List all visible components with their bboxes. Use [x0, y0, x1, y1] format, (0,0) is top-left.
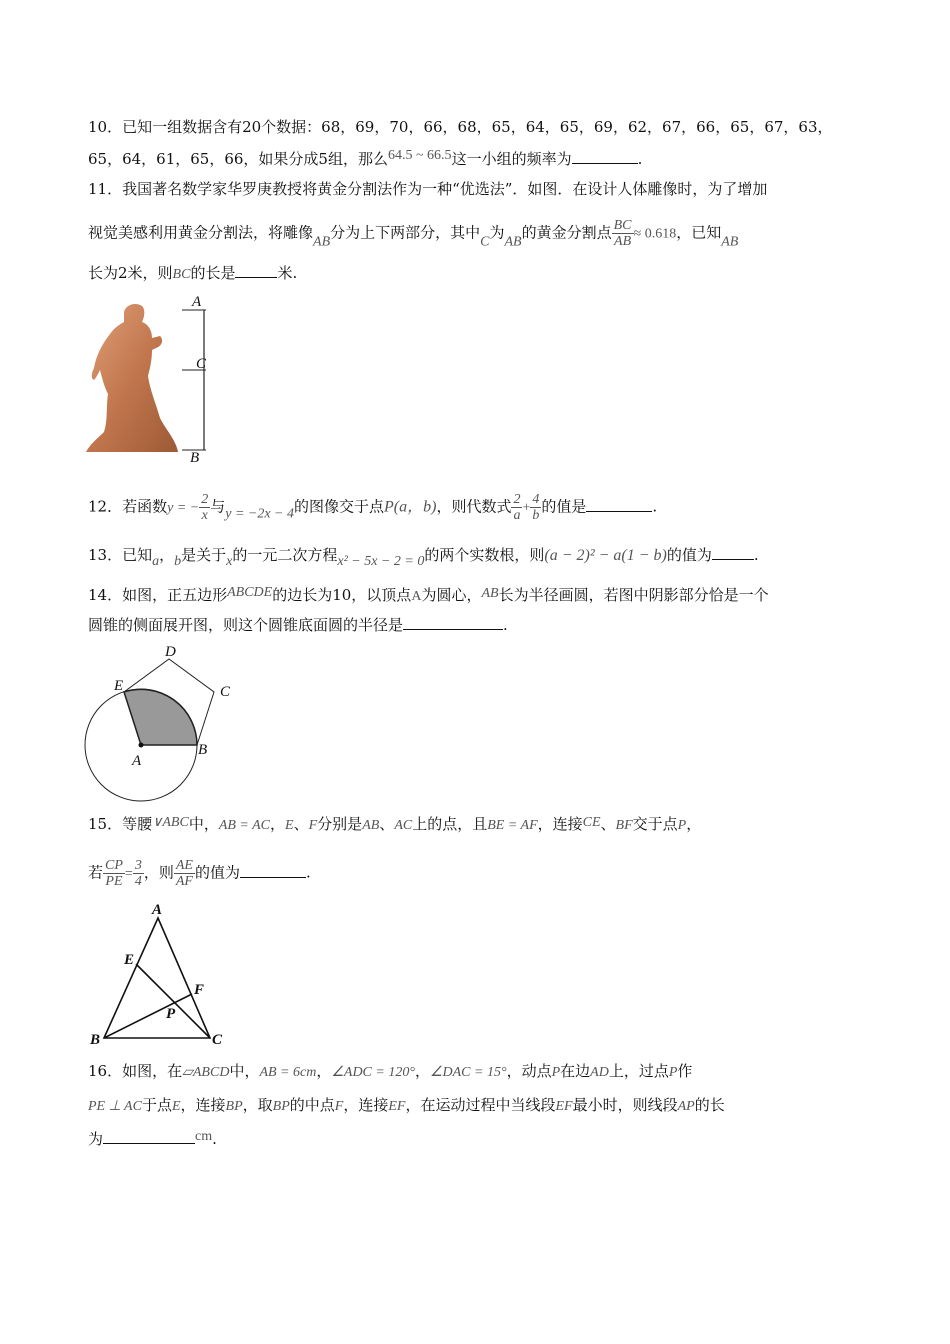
q10-number: 10．: [88, 118, 123, 136]
q13-end: .: [753, 546, 759, 564]
label-e: E: [124, 952, 135, 968]
q10-end: .: [637, 150, 643, 168]
q15-text3: ，: [270, 815, 286, 833]
q16-answer-blank[interactable]: [103, 1129, 195, 1144]
q11-ratio-den: AB: [614, 234, 632, 249]
q10-text2: 65，64，61，65，66，如果分成5组，那么: [88, 150, 388, 168]
q15-frac2-den: 4: [134, 874, 142, 889]
q13-b: b: [174, 554, 182, 569]
q16-bp: BP: [225, 1099, 243, 1114]
q13-text5: 的两个实数根，则: [424, 546, 545, 564]
label-a: A: [192, 294, 202, 310]
q14-line2: [88, 614, 508, 636]
label-c: C: [220, 684, 231, 700]
label-e: E: [114, 678, 124, 694]
q15-e: E: [285, 818, 294, 833]
q15-line1: [88, 812, 701, 837]
q10-text1: 已知一组数据含有20个数据：68，69，70，66，68，65，64，65，69，62，67，66，65，67，63，: [122, 118, 833, 136]
q15-text13: ，则: [143, 863, 174, 882]
q12-number: 12．: [88, 497, 123, 516]
q15-text4: 、: [293, 815, 309, 833]
q11-text5: 的黄金分割点: [521, 223, 612, 242]
q11-number: 11．: [88, 180, 123, 198]
q11-text1: 我国著名数学家华罗庚教授将黄金分割法作为一种“优选法”．如图．在设计人体雕像时，为了增加: [122, 180, 768, 198]
q11-ab2: AB: [504, 234, 522, 250]
q16-end: .: [212, 1130, 217, 1148]
q13-equation: x² − 5x − 2 = 0: [337, 554, 425, 569]
q14-a: A: [411, 589, 422, 604]
q15-line2: [88, 858, 311, 889]
q12-text5: 的值是: [541, 497, 587, 516]
q14-text5: 圆锥的侧面展开图，则这个圆锥底面圆的半径是: [88, 616, 404, 634]
q16-text1: 如图，在: [122, 1062, 183, 1080]
q12-text1: 若函数: [122, 497, 168, 516]
q14-ab: AB: [481, 586, 499, 601]
q15-frac2-num: 3: [134, 858, 142, 873]
label-p: P: [166, 1006, 176, 1022]
q15-bf: BF: [615, 818, 633, 833]
q12-plus: +: [522, 500, 531, 516]
q12-y1: y = −: [167, 500, 200, 516]
q16-text7: 上，过点: [608, 1062, 669, 1080]
q11-text6: ，已知: [676, 223, 722, 242]
q12-end: .: [652, 497, 658, 516]
q15-text7: 上的点，且: [412, 815, 488, 833]
label-b: B: [90, 1032, 101, 1048]
q13-a: a: [152, 554, 160, 569]
q16-text2: 中，: [229, 1062, 260, 1080]
triangle-abc: [104, 918, 210, 1038]
q15-text6: 、: [379, 815, 395, 833]
q15-text2: 中，: [188, 815, 219, 833]
q11-answer-blank[interactable]: [235, 263, 277, 278]
q16-text4: ，: [414, 1062, 430, 1080]
q11-text4: 为: [489, 223, 505, 242]
q16-text14: ，在运动过程中当线段: [405, 1096, 556, 1114]
q13-text4: 的一元二次方程: [232, 546, 338, 564]
label-f: F: [194, 982, 205, 998]
q12-frac2-den: a: [513, 508, 521, 523]
statue-figure: [86, 294, 226, 464]
q12-frac3-den: b: [532, 508, 540, 523]
q14-line1: [88, 582, 769, 608]
q15-ce: CE: [582, 815, 601, 830]
label-d: D: [165, 644, 176, 660]
q12-frac3-num: 4: [532, 492, 540, 507]
q16-ef2: EF: [555, 1099, 573, 1114]
label-c: C: [212, 1032, 223, 1048]
q16-angle2: ∠DAC = 15°: [429, 1065, 507, 1080]
q16-text9: 于点: [141, 1096, 172, 1114]
q15-text10: 交于点: [632, 815, 678, 833]
q15-text14: 的值为: [194, 863, 240, 882]
q10-line2: [88, 145, 642, 170]
q15-text1: 等腰: [122, 815, 153, 833]
q10-answer-blank[interactable]: [572, 149, 638, 164]
q14-text4: 长为半径画圆，若图中阴影部分恰是一个: [498, 586, 769, 604]
q15-text9: 、: [600, 815, 616, 833]
q16-text13: ，连接: [343, 1096, 389, 1114]
q15-ac: AC: [394, 818, 413, 833]
q12-y2: y = −2x − 4: [225, 506, 295, 522]
q15-triangle: ∨ABC: [152, 815, 189, 830]
q14-end: .: [503, 616, 508, 634]
q15-frac1-num: CP: [105, 858, 123, 873]
q13-text6: 的值为: [666, 546, 712, 564]
q10-range: 64.5 ~ 66.5: [387, 148, 452, 163]
q15-text12: 若: [88, 863, 104, 882]
q13-x: x: [226, 554, 233, 569]
q16-ap: AP: [677, 1099, 695, 1114]
label-b: B: [198, 742, 208, 758]
q12-frac1: [199, 492, 210, 523]
q16-text5: ，动点: [506, 1062, 552, 1080]
q16-bp2: BP: [272, 1099, 290, 1114]
q15-text11: ，: [686, 815, 702, 833]
q15-number: 15．: [88, 815, 123, 833]
q16-text17: 为: [88, 1130, 104, 1148]
q16-line3: [88, 1126, 217, 1150]
segment-bf: [104, 994, 192, 1038]
q13-answer-blank[interactable]: [712, 545, 754, 560]
triangle-figure: [86, 898, 236, 1050]
q12-frac1-den: x: [201, 508, 208, 523]
q11-text9: 米.: [277, 264, 298, 282]
q14-abcde: ABCDE: [227, 585, 273, 600]
q13-text1: 已知: [122, 546, 153, 564]
q15-end: .: [305, 863, 311, 882]
q11-line3: [88, 262, 297, 286]
q10-text3: 这一小组的频率为: [451, 150, 572, 168]
label-a: A: [152, 902, 163, 918]
q12-point: P(a，b): [384, 498, 437, 516]
q15-ab: AB: [362, 818, 380, 833]
q16-eq1: AB = 6cm: [259, 1065, 317, 1080]
pentagon-figure: [80, 640, 250, 810]
q16-perp: PE ⊥ AC: [88, 1099, 142, 1114]
label-c: C: [196, 356, 207, 372]
q15-eq2: BE = AF: [487, 818, 538, 833]
q11-c: C: [480, 234, 490, 250]
q14-answer-blank[interactable]: [403, 615, 503, 630]
q11-text8: 的长是: [190, 264, 236, 282]
q12-text4: ，则代数式: [436, 497, 512, 516]
shaded-sector: [124, 689, 197, 745]
statue-silhouette: [86, 304, 178, 452]
q11-bc: BC: [172, 267, 191, 282]
q16-number: 16．: [88, 1062, 123, 1080]
q15-frac3-den: AF: [175, 874, 193, 889]
q16-unit: cm: [195, 1129, 213, 1144]
q11-text7: 长为2米，则: [88, 264, 173, 282]
q11-line2: [88, 218, 738, 254]
q15-frac3-num: AE: [175, 858, 193, 873]
q13-expression: (a − 2)² − a(1 − b): [544, 547, 667, 564]
q16-p2: P: [668, 1065, 678, 1080]
q16-text6: 在边: [560, 1062, 591, 1080]
q14-text1: 如图，正五边形: [122, 586, 228, 604]
q12-frac3: [530, 492, 541, 523]
q15-answer-blank[interactable]: [240, 863, 306, 878]
q14-text3: 为圆心，: [421, 586, 482, 604]
q11-ab3: AB: [721, 234, 739, 250]
q15-f: F: [308, 818, 318, 833]
q16-text12: 的中点: [289, 1096, 335, 1114]
q16-line2: [88, 1094, 725, 1118]
q15-frac1-den: PE: [105, 874, 123, 889]
q12-text3: 的图像交于点: [294, 497, 385, 516]
q12-frac2-num: 2: [513, 492, 521, 507]
q11-line1: [88, 178, 767, 200]
q11-ab: AB: [313, 234, 331, 250]
center-point: [139, 743, 144, 748]
q15-frac2: [133, 858, 144, 889]
label-a: A: [132, 753, 142, 769]
q10-line1: [88, 116, 833, 138]
q15-equals: =: [124, 866, 133, 882]
q11-text2: 视觉美感利用黄金分割法，将雕像: [88, 223, 314, 242]
q13-line: [88, 544, 759, 573]
q16-text8: 作: [677, 1062, 693, 1080]
q16-text3: ，: [316, 1062, 332, 1080]
q16-text11: ，取: [242, 1096, 273, 1114]
q13-number: 13．: [88, 546, 123, 564]
q12-frac2: [511, 492, 522, 523]
q15-p: P: [677, 818, 687, 833]
q16-text10: ，连接: [180, 1096, 226, 1114]
q16-ef: EF: [388, 1099, 406, 1114]
q15-eq1: AB = AC: [218, 818, 271, 833]
q11-ratio-num: BC: [613, 218, 632, 233]
q12-frac1-num: 2: [201, 492, 209, 507]
q16-angle1: ∠ADC = 120°: [331, 1065, 415, 1080]
q16-text15: 最小时，则线段: [572, 1096, 678, 1114]
q16-e: E: [171, 1099, 181, 1114]
q14-text2: 的边长为10，以顶点: [272, 586, 412, 604]
q16-text16: 的长: [694, 1096, 725, 1114]
q12-line: [88, 492, 657, 526]
q16-f: F: [334, 1099, 344, 1114]
q13-text2: ，: [159, 546, 175, 564]
q11-ratio: [612, 218, 634, 249]
q12-text2: 与: [210, 497, 226, 516]
q15-frac3: [174, 858, 195, 889]
q14-number: 14．: [88, 586, 123, 604]
q12-answer-blank[interactable]: [586, 497, 652, 512]
segment-ce: [136, 964, 210, 1038]
q15-frac1: [103, 858, 125, 889]
q16-line1: [88, 1060, 692, 1084]
q16-parallelogram: ▱ABCD: [182, 1065, 230, 1080]
q16-ad: AD: [590, 1065, 609, 1080]
label-b: B: [190, 450, 200, 464]
q13-text3: 是关于: [181, 546, 227, 564]
q11-approx: ≈ 0.618: [633, 226, 677, 242]
q11-text3: 分为上下两部分，其中: [330, 223, 481, 242]
q16-p: P: [551, 1065, 561, 1080]
q15-text8: ，连接: [537, 815, 583, 833]
q15-text5: 分别是: [317, 815, 363, 833]
